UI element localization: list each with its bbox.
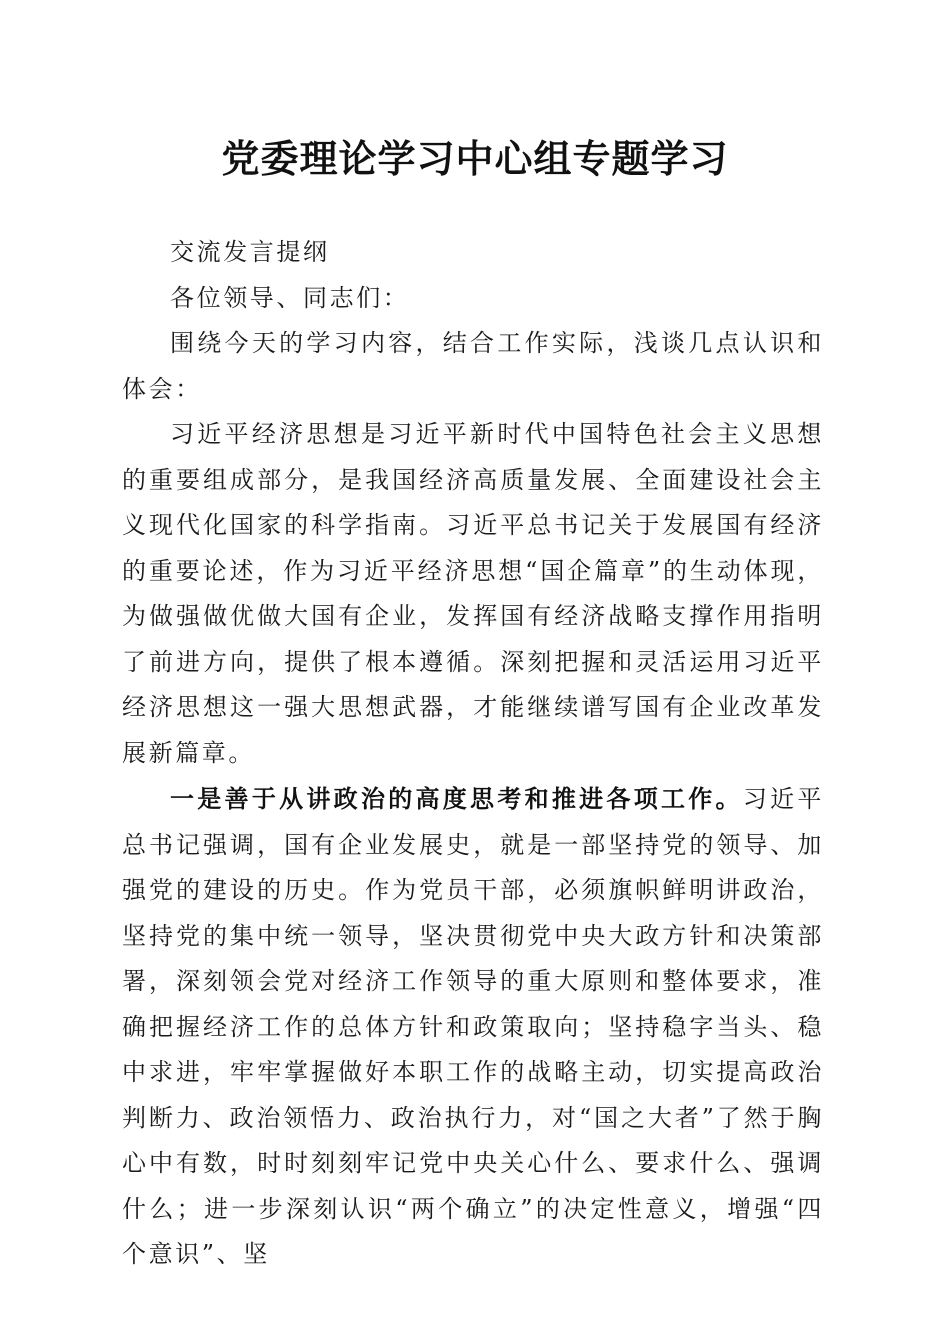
subtitle-paragraph: 交流发言提纲 <box>170 238 330 266</box>
document-body <box>122 230 824 1278</box>
point-one-paragraph <box>122 776 824 1278</box>
salutation-paragraph: 各位领导、同志们： <box>170 283 410 312</box>
intro-paragraph: 围绕今天的学习内容，结合工作实际，浅谈几点认识和体会： <box>122 329 824 403</box>
document-title: 党委理论学习中心组专题学习 <box>221 136 729 181</box>
point-one-body: 习近平总书记强调，国有企业发展史，就是一部坚持党的领导、加强党的建设的历史。作为党员干部，必须旗帜鲜明讲政治，坚持党的集中统一领导，坚决贯彻党中央大政方针和决策部署，深刻领会党对经济工作领导的重大原则和整体要求，准确把握经济工作的总体方针和政策取向；坚持稳字当头、稳中求进，牢牢掌握做好本职工作的战略主动，切实提高政治判断力、政治领悟力、政治执行力，对“国之大者”了然于胸心中有数，时时刻刻牢记党中央关心什么、要求什么、强调什么；进一步深刻认识“两个确立”的决定性意义，增强“四个意识”、坚 <box>122 785 824 1268</box>
point-one-heading: 一是善于从讲政治的高度思考和推进各项工作。 <box>170 784 743 813</box>
main-paragraph: 习近平经济思想是习近平新时代中国特色社会主义思想的重要组成部分，是我国经济高质量发展、全面建设社会主义现代化国家的科学指南。习近平总书记关于发展国有经济的重要论述，作为习近平经济思想“国企篇章”的生动体现，为做强做优做大国有企业，发挥国有经济战略支撑作用指明了前进方向，提供了根本遵循。深刻把握和灵活运用习近平经济思想这一强大思想武器，才能继续谱写国有企业改革发展新篇章。 <box>122 420 824 767</box>
